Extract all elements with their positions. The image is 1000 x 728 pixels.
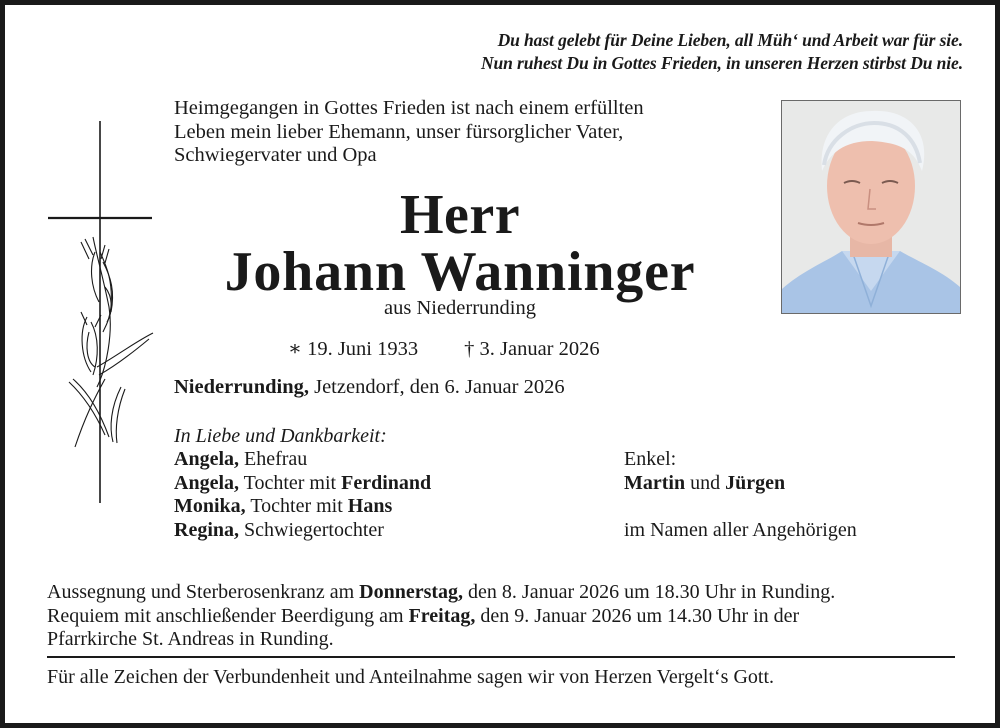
deceased-name-block [165,184,755,303]
place-rest: Jetzendorf, den 6. Januar 2026 [308,376,565,398]
closing-thanks: Für alle Zeichen der Verbundenheit und Anteilnahme sagen wir von Herzen Vergelt‘s Gott. [47,666,775,688]
obituary-card [5,5,995,723]
portrait-photo [781,100,961,314]
origin: aus Niederrunding [384,297,536,319]
family-member: Monika, Tochter mit Hans [174,495,393,517]
motto-verse [481,29,963,75]
motto-line-1: Du hast gelebt für Deine Lieben, all Müh‘ und Arbeit war für sie. [497,30,963,50]
family-label: In Liebe und Dankbarkeit: [174,425,387,447]
intro-line-2: Leben mein lieber Ehemann, unser fürsorglicher Vater, [174,120,624,143]
grandchildren-names: Martin und Jürgen [624,471,786,494]
intro-line-3: Schwiegervater und Opa [174,144,377,166]
death-cross-icon: † [464,338,475,360]
grandchildren-label: Enkel: [624,448,677,470]
deceased-name: Johann Wanninger [224,241,696,303]
family-list [174,448,431,542]
family-member: Angela, Tochter mit Ferdinand [174,471,432,494]
grandchildren-block [624,448,857,542]
intro-text [174,97,644,168]
cross-wheat-icon [45,117,155,507]
life-dates [288,336,600,361]
service-line-3: Pfarrkirche St. Andreas in Runding. [47,628,334,650]
salutation: Herr [399,184,521,246]
death-date: 3. Januar 2026 [479,338,600,360]
service-line-2: Requiem mit anschließender Beerdigung am Freitag, den 9. Januar 2026 um 14.30 Uhr in der [47,604,800,627]
service-line-1: Aussegnung und Sterberosenkranz am Donnerstag, den 8. Januar 2026 um 18.30 Uhr in Runding. [47,581,836,603]
birth-date: 19. Juni 1933 [307,338,419,360]
relatives-note: im Namen aller Angehörigen [624,518,857,541]
family-member: Angela, Ehefrau [174,448,308,470]
family-member: Regina, Schwiegertochter [174,518,384,541]
divider [47,656,955,658]
place-bold: Niederrunding, [174,376,309,398]
service-information [47,581,967,652]
place-and-date [174,376,565,399]
intro-line-1: Heimgegangen in Gottes Frieden ist nach einem erfüllten [174,97,644,119]
motto-line-2: Nun ruhest Du in Gottes Frieden, in unseren Herzen stirbst Du nie. [480,53,963,73]
birth-star-icon: ∗ [288,338,302,360]
